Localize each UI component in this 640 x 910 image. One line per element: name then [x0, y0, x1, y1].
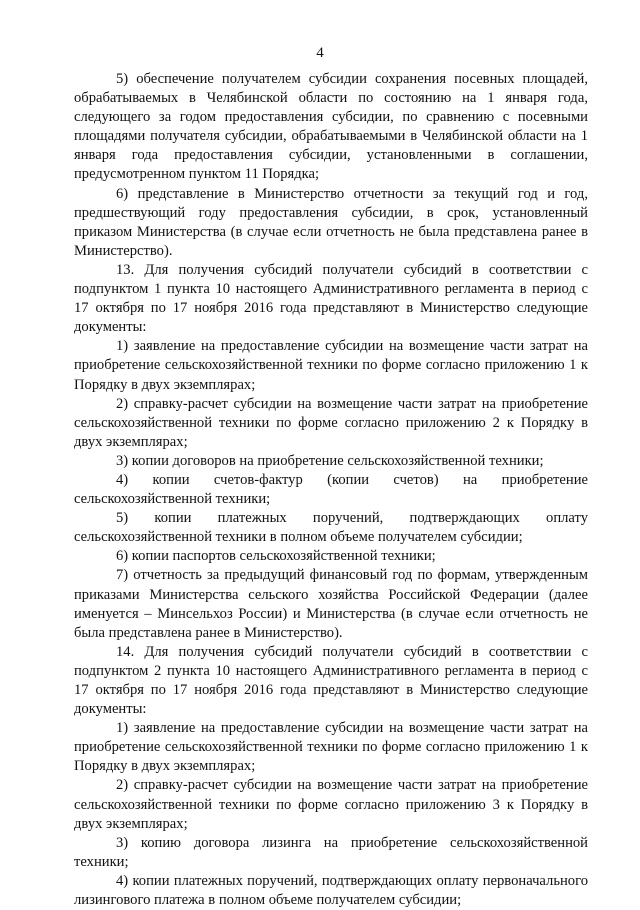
paragraph-13-item-5: 5) копии платежных поручений, подтверждающих оплату сельскохозяйственной техники в полном объеме получателем субсидии;	[74, 510, 588, 546]
paragraph-section-13: 13. Для получения субсидий получатели субсидий в соответствии с подпунктом 1 пункта 10 настоящего Административного регламента в период с 17 октября по 17 ноября 2016 года представляют в Министерство следующие документы:	[74, 261, 588, 336]
paragraph-13-item-2: 2) справку-расчет субсидии на возмещение части затрат на приобретение сельскохозяйственной техники по форме согласно приложению 2 к Порядку в двух экземплярах;	[74, 395, 588, 450]
paragraph-13-item-3: 3) копии договоров на приобретение сельскохозяйственной техники;	[116, 452, 544, 469]
paragraph-item-5: 5) обеспечение получателем субсидии сохранения посевных площадей, обрабатываемых в Челябинской области по состоянию на 1 января года, следующего за годом предоставления субсидии, по сравнению с посевными площадями получателя субсидии, обрабатываемыми в Челябинской области на 1 января года предоставления субсидии, установленными в соглашении, предусмотренном пунктом 11 Порядка;	[74, 71, 588, 183]
paragraph-13-item-4: 4) копии счетов-фактур (копии счетов) на приобретение сельскохозяйственной техники;	[74, 471, 588, 508]
paragraph-item-6: 6) представление в Министерство отчетности за текущий год и год, предшествующий году предоставления субсидии, в срок, установленный приказом Министерства (в случае если отчетность не была представлена ранее в Министерство).	[74, 185, 588, 259]
paragraph-13-item-6: 6) копии паспортов сельскохозяйственной техники;	[116, 548, 436, 565]
paragraph-section-14: 14. Для получения субсидий получатели субсидий в соответствии с подпунктом 2 пункта 10 настоящего Административного регламента в период с 17 октября по 17 ноября 2016 года представляют в Министерство следующие документы:	[74, 643, 588, 718]
paragraph-14-item-3: 3) копию договора лизинга на приобретение сельскохозяйственной техники;	[74, 834, 588, 870]
document-body	[74, 70, 588, 910]
paragraph-13-item-1: 1) заявление на предоставление субсидии на возмещение части затрат на приобретение сельскохозяйственной техники по форме согласно приложению 1 к Порядку в двух экземплярах;	[74, 338, 588, 393]
paragraph-14-item-2: 2) справку-расчет субсидии на возмещение части затрат на приобретение сельскохозяйственной техники по форме согласно приложению 3 к Порядку в двух экземплярах;	[74, 777, 588, 832]
page-number: 4	[316, 45, 324, 61]
paragraph-13-item-7: 7) отчетность за предыдущий финансовый год по формам, утвержденным приказами Министерства сельского хозяйства Российской Федерации (далее именуется – Минсельхоз России) и Министерства (в случае если отчетность не была представлена ранее в Министерство).	[74, 567, 588, 641]
paragraph-14-item-4: 4) копии платежных поручений, подтверждающих оплату первоначального лизингового платежа в полном объеме получателем субсидии;	[74, 872, 588, 909]
paragraph-14-item-1: 1) заявление на предоставление субсидии на возмещение части затрат на приобретение сельскохозяйственной техники по форме согласно приложению 1 к Порядку в двух экземплярах;	[74, 720, 588, 775]
